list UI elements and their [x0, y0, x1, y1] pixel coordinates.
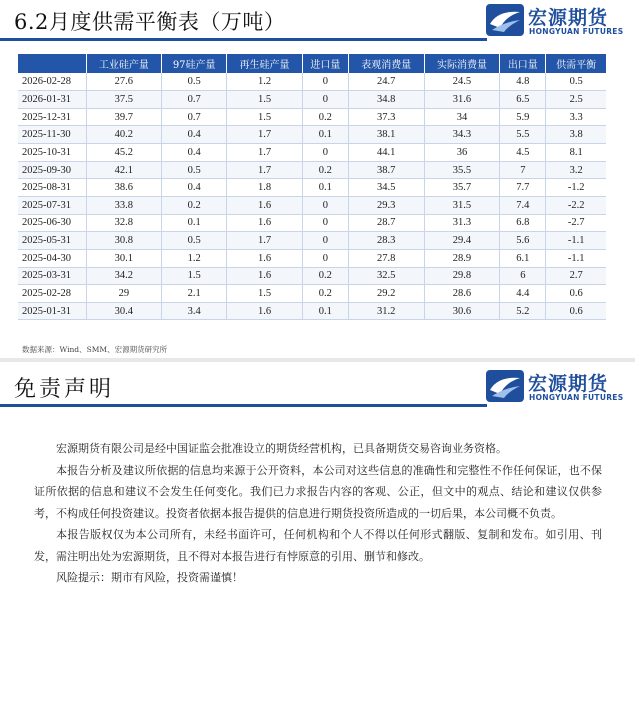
table-cell: 1.5: [227, 108, 303, 126]
disclaimer-paragraph: 本报告版权仅为本公司所有，未经书面许可，任何机构和个人不得以任何形式翻版、复制和发布。如引用、刊发，需注明出处为宏源期货，且不得对本报告进行有悖原意的引用、删节和修改。: [34, 528, 602, 563]
column-header: 再生硅产量: [227, 54, 303, 73]
data-source-note: 数据来源：Wind、SMM、宏源期货研究所: [22, 345, 168, 354]
disclaimer-title: 免责声明: [14, 377, 115, 402]
table-cell: 5.6: [500, 232, 546, 250]
table-cell: 0.4: [162, 144, 227, 162]
table-cell: 37.5: [86, 91, 162, 109]
title-underline: [0, 38, 487, 41]
table-cell: 39.7: [86, 108, 162, 126]
table-cell: 3.4: [162, 302, 227, 320]
column-header: 出口量: [500, 54, 546, 73]
table-cell: 0: [302, 144, 348, 162]
table-cell: 1.6: [227, 249, 303, 267]
table-cell: 34: [424, 108, 500, 126]
logo-text-cn: 宏源期货: [528, 7, 609, 29]
table-cell: 45.2: [86, 144, 162, 162]
logo-text-en: HONGYUAN FUTURES: [529, 27, 624, 36]
column-header-date: [18, 54, 86, 73]
table-cell: 5.5: [500, 126, 546, 144]
table-row: [18, 302, 606, 320]
disclaimer-paragraph: 风险提示：期市有风险，投资需谨慎！: [56, 571, 243, 584]
table-row: [18, 91, 606, 109]
disclaimer-body: [34, 438, 602, 589]
table-cell: 30.8: [86, 232, 162, 250]
hongyuan-logo: [484, 366, 632, 406]
table-cell: 29.3: [348, 196, 424, 214]
table-cell: 34.2: [86, 267, 162, 285]
table-cell: 0.4: [162, 126, 227, 144]
balance-table-page: [0, 0, 635, 358]
table-cell: 3.3: [546, 108, 606, 126]
row-date-cell: 2025-02-28: [18, 285, 86, 303]
table-cell: 0.7: [162, 91, 227, 109]
table-cell: 0.2: [302, 108, 348, 126]
table-cell: 29.2: [348, 285, 424, 303]
table-row: [18, 196, 606, 214]
row-date-cell: 2025-11-30: [18, 126, 86, 144]
table-cell: 34.5: [348, 179, 424, 197]
table-row: [18, 73, 606, 91]
table-cell: 28.3: [348, 232, 424, 250]
table-header-row: [18, 54, 606, 73]
table-cell: 2.5: [546, 91, 606, 109]
table-row: [18, 108, 606, 126]
table-cell: 1.6: [227, 267, 303, 285]
table-row: [18, 285, 606, 303]
table-cell: 4.5: [500, 144, 546, 162]
table-cell: 27.6: [86, 73, 162, 91]
table-row: [18, 267, 606, 285]
disclaimer-page: [0, 362, 635, 719]
table-cell: 27.8: [348, 249, 424, 267]
row-date-cell: 2025-07-31: [18, 196, 86, 214]
table-cell: 31.3: [424, 214, 500, 232]
table-cell: 31.5: [424, 196, 500, 214]
table-cell: -2.7: [546, 214, 606, 232]
table-cell: 0: [302, 249, 348, 267]
table-cell: 0: [302, 214, 348, 232]
table-cell: 7: [500, 161, 546, 179]
table-cell: 1.5: [227, 91, 303, 109]
table-cell: 0.6: [546, 285, 606, 303]
table-cell: 34.3: [424, 126, 500, 144]
column-header: 工业硅产量: [86, 54, 162, 73]
table-cell: 38.6: [86, 179, 162, 197]
table-cell: 3.8: [546, 126, 606, 144]
table-cell: 1.7: [227, 232, 303, 250]
table-cell: 28.9: [424, 249, 500, 267]
table-cell: 0: [302, 232, 348, 250]
table-cell: 8.1: [546, 144, 606, 162]
table-cell: 7.7: [500, 179, 546, 197]
logo-text-en: HONGYUAN FUTURES: [529, 393, 624, 402]
table-row: [18, 161, 606, 179]
row-date-cell: 2025-04-30: [18, 249, 86, 267]
table-cell: 30.1: [86, 249, 162, 267]
table-cell: -1.2: [546, 179, 606, 197]
table-cell: 24.7: [348, 73, 424, 91]
table-cell: 32.8: [86, 214, 162, 232]
table-cell: 42.1: [86, 161, 162, 179]
table-row: [18, 144, 606, 162]
table-cell: 0.7: [162, 108, 227, 126]
table-cell: 4.4: [500, 285, 546, 303]
table-cell: 0: [302, 73, 348, 91]
table-cell: 5.2: [500, 302, 546, 320]
table-cell: 29.4: [424, 232, 500, 250]
column-header: 进口量: [302, 54, 348, 73]
disclaimer-paragraph: 本报告分析及建议所依据的信息均来源于公开资料，本公司对这些信息的准确性和完整性不作任何保证，也不保证所依据的信息和建议不会发生任何变化。我们已力求报告内容的客观、公正，但文中的观点、结论和建议仅供参考，不构成任何投资建议。投资者依据本报告提供的信息进行期货投资所造成的一切后果，本公司概不负责。: [34, 463, 602, 520]
column-header: 供需平衡: [546, 54, 606, 73]
table-row: [18, 232, 606, 250]
table-cell: 30.4: [86, 302, 162, 320]
supply-demand-table: [18, 54, 606, 320]
table-row: [18, 179, 606, 197]
table-cell: 0: [302, 196, 348, 214]
row-date-cell: 2025-05-31: [18, 232, 86, 250]
table-cell: 0: [302, 91, 348, 109]
column-header: 实际消费量: [424, 54, 500, 73]
table-cell: 1.7: [227, 126, 303, 144]
table-cell: 40.2: [86, 126, 162, 144]
table-cell: 1.2: [162, 249, 227, 267]
table-cell: 4.8: [500, 73, 546, 91]
table-cell: 0.5: [162, 161, 227, 179]
table-cell: 44.1: [348, 144, 424, 162]
table-cell: 28.7: [348, 214, 424, 232]
table-cell: 1.5: [227, 285, 303, 303]
table-cell: 38.7: [348, 161, 424, 179]
table-cell: 36: [424, 144, 500, 162]
table-cell: 0.4: [162, 179, 227, 197]
table-cell: 3.2: [546, 161, 606, 179]
table-cell: 28.6: [424, 285, 500, 303]
table-row: [18, 214, 606, 232]
table-cell: 1.6: [227, 214, 303, 232]
table-cell: 6.1: [500, 249, 546, 267]
table-row: [18, 249, 606, 267]
title-underline: [0, 404, 487, 407]
table-cell: -1.1: [546, 249, 606, 267]
table-cell: 2.1: [162, 285, 227, 303]
row-date-cell: 2026-02-28: [18, 73, 86, 91]
table-cell: 1.6: [227, 302, 303, 320]
table-cell: 0.6: [546, 302, 606, 320]
table-cell: 1.7: [227, 144, 303, 162]
disclaimer-paragraph: 宏源期货有限公司是经中国证监会批准设立的期货经营机构，已具备期货交易咨询业务资格。: [56, 442, 507, 455]
table-cell: 6: [500, 267, 546, 285]
row-date-cell: 2025-03-31: [18, 267, 86, 285]
table-cell: 0.5: [162, 73, 227, 91]
table-cell: 33.8: [86, 196, 162, 214]
table-cell: 6.8: [500, 214, 546, 232]
table-cell: 0.2: [302, 161, 348, 179]
table-row: [18, 126, 606, 144]
table-cell: 31.6: [424, 91, 500, 109]
column-header: 表观消费量: [348, 54, 424, 73]
table-cell: 0.2: [162, 196, 227, 214]
table-cell: 35.7: [424, 179, 500, 197]
table-cell: 30.6: [424, 302, 500, 320]
table-cell: 2.7: [546, 267, 606, 285]
table-cell: 5.9: [500, 108, 546, 126]
table-cell: 6.5: [500, 91, 546, 109]
table-cell: -1.1: [546, 232, 606, 250]
row-date-cell: 2025-12-31: [18, 108, 86, 126]
row-date-cell: 2025-08-31: [18, 179, 86, 197]
logo-text-cn: 宏源期货: [528, 373, 609, 395]
row-date-cell: 2025-06-30: [18, 214, 86, 232]
table-cell: 0.1: [302, 179, 348, 197]
hongyuan-emblem-icon: [486, 370, 524, 402]
table-cell: -2.2: [546, 196, 606, 214]
table-cell: 38.1: [348, 126, 424, 144]
table-cell: 34.8: [348, 91, 424, 109]
table-cell: 1.8: [227, 179, 303, 197]
table-cell: 0.1: [302, 302, 348, 320]
page-title: 6.2月度供需平衡表（万吨）: [14, 10, 286, 34]
table-cell: 1.6: [227, 196, 303, 214]
table-cell: 0.1: [302, 126, 348, 144]
hongyuan-logo: [484, 0, 632, 40]
hongyuan-emblem-icon: [486, 4, 524, 36]
row-date-cell: 2026-01-31: [18, 91, 86, 109]
row-date-cell: 2025-09-30: [18, 161, 86, 179]
table-cell: 7.4: [500, 196, 546, 214]
column-header: 97硅产量: [162, 54, 227, 73]
table-cell: 24.5: [424, 73, 500, 91]
table-cell: 29: [86, 285, 162, 303]
table-cell: 29.8: [424, 267, 500, 285]
table-cell: 1.5: [162, 267, 227, 285]
table-cell: 0.2: [302, 285, 348, 303]
table-cell: 0.1: [162, 214, 227, 232]
row-date-cell: 2025-01-31: [18, 302, 86, 320]
row-date-cell: 2025-10-31: [18, 144, 86, 162]
table-cell: 32.5: [348, 267, 424, 285]
table-cell: 1.7: [227, 161, 303, 179]
table-cell: 0.5: [546, 73, 606, 91]
table-cell: 1.2: [227, 73, 303, 91]
table-cell: 31.2: [348, 302, 424, 320]
table-cell: 37.3: [348, 108, 424, 126]
table-cell: 0.5: [162, 232, 227, 250]
table-cell: 35.5: [424, 161, 500, 179]
table-cell: 0.2: [302, 267, 348, 285]
